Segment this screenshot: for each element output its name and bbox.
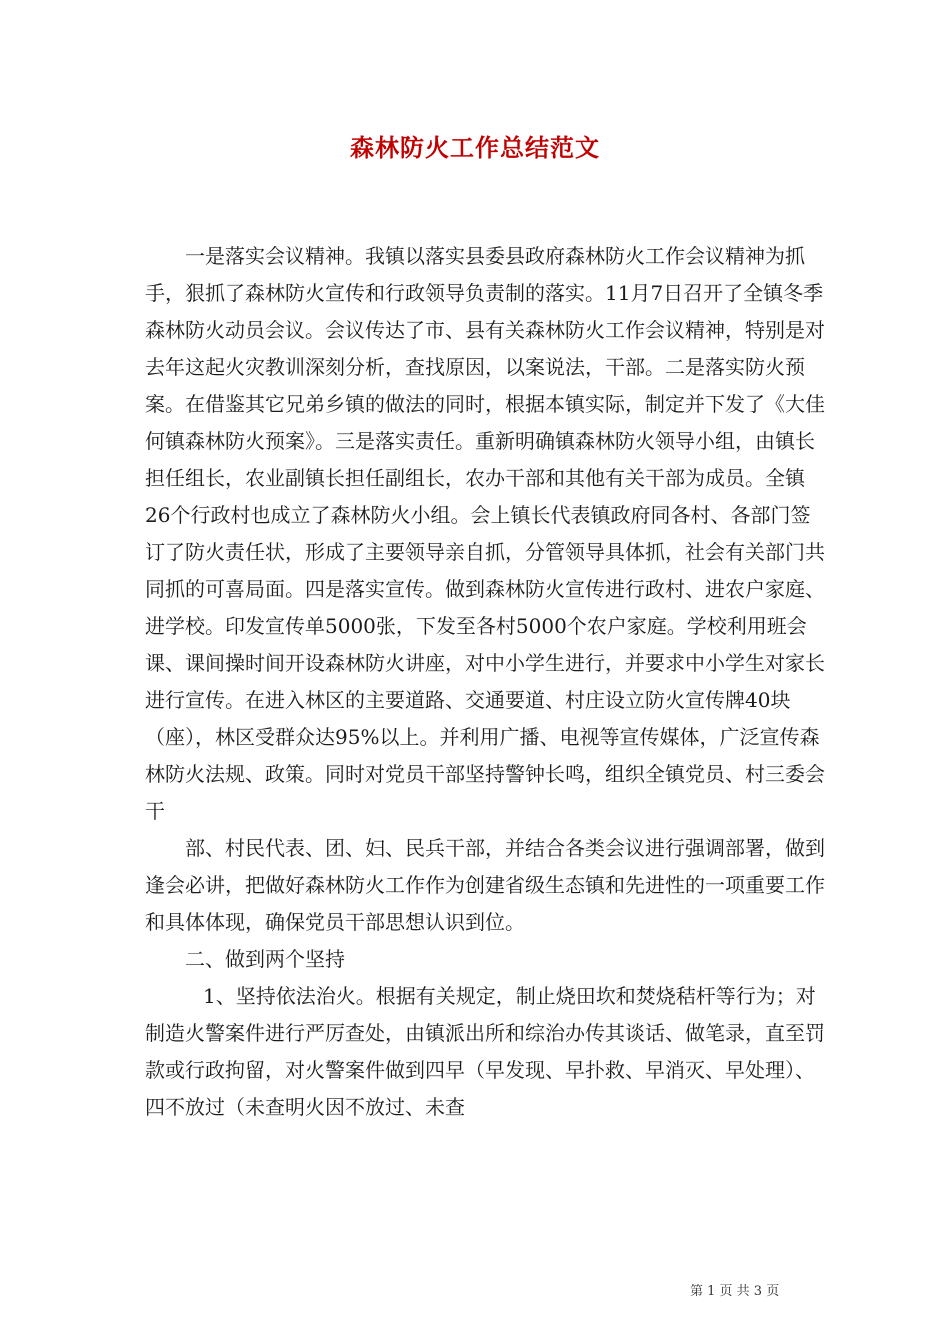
document-body: [145, 238, 825, 1126]
paragraph-3: 1、坚持依法治火。根据有关规定，制止烧田坎和焚烧秸杆等行为；对制造火警案件进行严厉查处，由镇派出所和综治办传其谈话、做笔录，直至罚款或行政拘留，对火警案件做到四早（早发现、早扑救、早消灭、早处理）、四不放过（未查明火因不放过、未查: [145, 984, 825, 1119]
section-heading: 二、做到两个坚持: [185, 947, 345, 971]
paragraph-2: 部、村民代表、团、妇、民兵干部，并结合各类会议进行强调部署，做到逢会必讲，把做好森林防火工作作为创建省级生态镇和先进性的一项重要工作和具体体现，确保党员干部思想认识到位。: [145, 836, 825, 934]
page-number: 第 1 页 共 3 页: [690, 1284, 780, 1299]
paragraph-1: 一是落实会议精神。我镇以落实县委县政府森林防火工作会议精神为抓手，狠抓了森林防火宣传和行政领导负责制的落实。11月7日召开了全镇冬季森林防火动员会议。会议传达了市、县有关森林防火工作会议精神，特别是对去年这起火灾教训深刻分析，查找原因，以案说法，干部。二是落实防火预案。在借鉴其它兄弟乡镇的做法的同时，根据本镇实际，制定并下发了《大佳何镇森林防火预案》。三是落实责任。重新明确镇森林防火领导小组，由镇长担任组长，农业副镇长担任副组长，农办干部和其他有关干部为成员。全镇26个行政村也成立了森林防火小组。会上镇长代表镇政府同各村、各部门签订了防火责任状，形成了主要领导亲自抓，分管领导具体抓，社会有关部门共同抓的可喜局面。四是落实宣传。做到森林防火宣传进行政村、进农户家庭、进学校。印发宣传单5000张，下发至各村5000个农户家庭。学校利用班会课、课间操时间开设森林防火讲座，对中小学生进行，并要求中小学生对家长进行宣传。在进入林区的主要道路、交通要道、村庄设立防火宣传牌40块（座），林区受群众达95%以上。并利用广播、电视等宣传媒体，广泛宣传森林防火法规、政策。同时对党员干部坚持警钟长鸣，组织全镇党员、村三委会干: [145, 244, 825, 823]
document-title: 森林防火工作总结范文: [350, 133, 600, 162]
